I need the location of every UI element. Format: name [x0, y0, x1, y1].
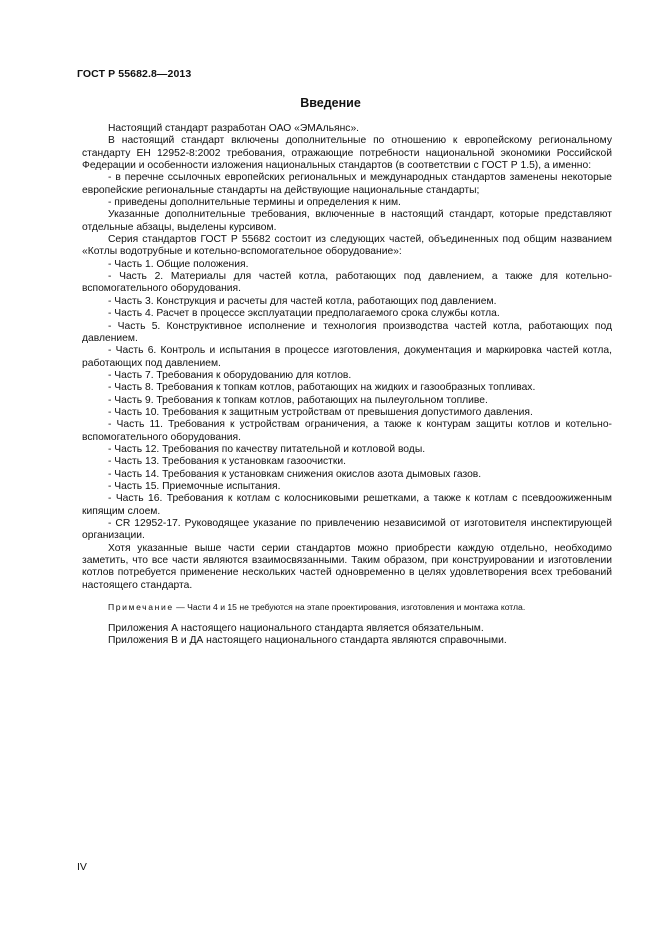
list-item: - Часть 3. Конструкция и расчеты для частей котла, работающих под давлением. — [108, 295, 497, 307]
list-item: - Часть 14. Требования к установкам снижения окислов азота дымовых газов. — [108, 468, 482, 480]
list-item: - Часть 7. Требования к оборудованию для котлов. — [108, 369, 352, 381]
document-id: ГОСТ Р 55682.8—2013 — [77, 68, 192, 80]
list-item: - Часть 1. Общие положения. — [108, 258, 249, 270]
list-item: - CR 12952-17. Руководящее указание по привлечению независимой от изготовителя инспектирующей организации. — [82, 518, 612, 542]
paragraph: Приложения А настоящего национального стандарта является обязательным. — [108, 623, 484, 635]
list-item: - Часть 10. Требования к защитным устройствам от превышения допустимого давления. — [108, 406, 533, 418]
document-body — [82, 123, 612, 648]
list-item: - Часть 15. Приемочные испытания. — [108, 480, 281, 492]
paragraph: Указанные дополнительные требования, включенные в настоящий стандарт, которые представляют отдельные абзацы, выделены курсивом. — [82, 209, 612, 233]
paragraph: Настоящий стандарт разработан ОАО «ЭМАльянс». — [108, 123, 360, 134]
paragraph: В настоящий стандарт включены дополнительные по отношению к европейскому региональному стандарту ЕН 12952-8:2002 требования, отражающие потребности национальной экономики Российской Федерации и особенности изложения национальных стандартов (в соответствии с ГОСТ Р 1.5), а именно: — [82, 135, 612, 172]
list-item: - в перечне ссылочных европейских региональных и международных стандартов заменены некоторые европейские региональные стандарты на действующие национальные стандарты; — [82, 172, 612, 196]
list-item: - приведены дополнительные термины и определения к ним. — [108, 197, 401, 209]
list-item: - Часть 13. Требования к установкам газоочистки. — [108, 456, 346, 468]
paragraph: Хотя указанные выше части серии стандартов можно приобрести каждую отдельно, необходимо заметить, что все части являются взаимосвязанными. Таким образом, при конструировании и изготовлении котлов потребуется применение нескольких частей одновременно в целях удовлетворения всех требований настоящего стандарта. — [82, 542, 612, 591]
list-item: - Часть 5. Конструктивное исполнение и технология производства частей котла, работающих под давлением. — [82, 320, 612, 344]
list-item: - Часть 9. Требования к топкам котлов, работающих на пылеугольном топливе. — [108, 394, 488, 406]
page-number: IV — [77, 861, 87, 873]
list-item: - Часть 16. Требования к котлам с колосниковыми решетками, а также к котлам с псевдоожиженным кипящим слоем. — [82, 493, 612, 517]
list-item: - Часть 8. Требования к топкам котлов, работающих на жидких и газообразных топливах. — [108, 382, 536, 394]
list-item: - Часть 4. Расчет в процессе эксплуатации предполагаемого срока службы котла. — [108, 308, 500, 320]
note-text: — Части 4 и 15 не требуются на этапе проектирования, изготовления и монтажа котла. — [173, 602, 526, 613]
note-label: Примечание — [108, 602, 174, 613]
list-item: - Часть 11. Требования к устройствам ограничения, а также к контурам защиты котлов и котельно-вспомогательного оборудования. — [82, 419, 612, 443]
list-item: - Часть 6. Контроль и испытания в процессе изготовления, документация и маркировка частей котла, работающих под давлением. — [82, 345, 612, 369]
note — [82, 602, 612, 613]
list-item: - Часть 12. Требования по качеству питательной и котловой воды. — [108, 443, 426, 455]
paragraph: Приложения В и ДА настоящего национального стандарта являются справочными. — [108, 635, 507, 647]
paragraph: Серия стандартов ГОСТ Р 55682 состоит из следующих частей, объединенных под общим названием «Котлы водотрубные и котельно-вспомогательное оборудование»: — [82, 234, 612, 258]
section-title: Введение — [300, 96, 361, 110]
list-item: - Часть 2. Материалы для частей котла, работающих под давлением, а также для котельно-вспомогательного оборудования. — [82, 271, 612, 295]
